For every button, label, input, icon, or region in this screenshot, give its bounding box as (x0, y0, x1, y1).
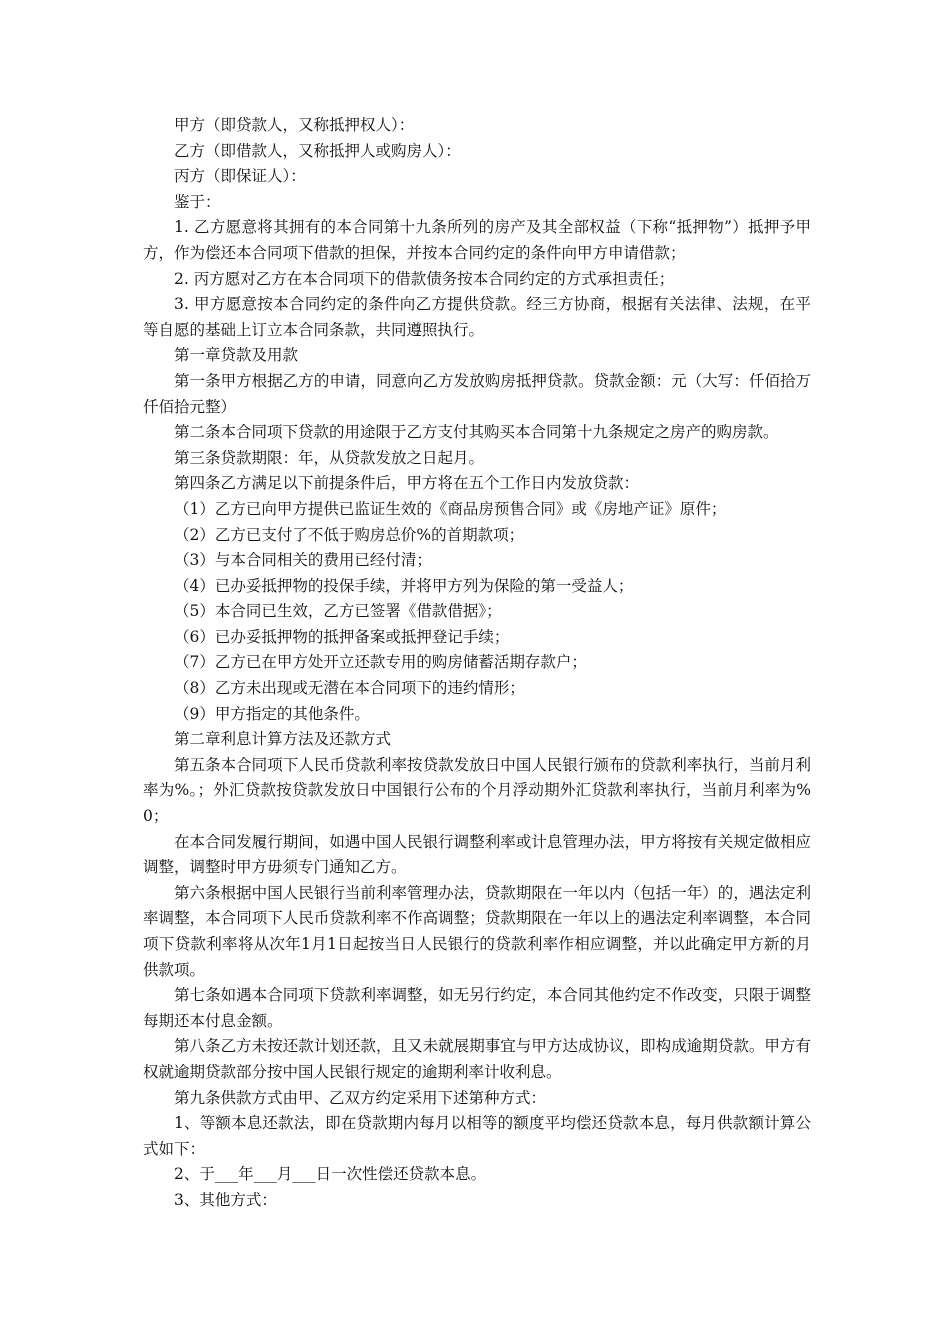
condition-4: （4）已办妥抵押物的投保手续，并将甲方列为保险的第一受益人； (174, 576, 634, 595)
article-5: 第五条本合同项下人民币贷款利率按贷款发放日中国人民银行颁布的贷款利率执行，当前月利率为%。；外汇贷款按贷款发放日中国银行公布的个月浮动期外汇贷款利率执行，当前月利率为%0； (143, 755, 811, 826)
whereas-item-2: 2. 丙方愿对乙方在本合同项下的借款债务按本合同约定的方式承担责任； (174, 269, 675, 288)
whereas-heading: 鉴于： (174, 192, 221, 211)
article-9: 第九条供款方式由甲、乙双方约定采用下述第种方式： (174, 1088, 547, 1107)
chapter-2-heading: 第二章利息计算方法及还款方式 (174, 730, 392, 749)
condition-8: （8）乙方未出现或无潜在本合同项下的违约情形； (174, 679, 525, 698)
payment-method-3: 3、其他方式： (174, 1190, 277, 1209)
article-1: 第一条甲方根据乙方的申请，同意向乙方发放购房抵押贷款。贷款金额：元（大写：仟佰拾万仟佰拾元整） (143, 371, 811, 416)
chapter-1-heading: 第一章贷款及用款 (174, 346, 299, 365)
contract-body (143, 113, 811, 1214)
payment-method-1: 1、等额本息还款法，即在贷款期内每月以相等的额度平均偿还贷款本息，每月供款额计算公式如下： (143, 1114, 811, 1158)
article-8: 第八条乙方未按还款计划还款，且又未就展期事宜与甲方达成协议，即构成逾期贷款。甲方有权就逾期贷款部分按中国人民银行规定的逾期利率计收利息。 (143, 1037, 811, 1081)
condition-3: （3）与本合同相关的费用已经付清； (174, 551, 432, 570)
condition-9: （9）甲方指定的其他条件。 (174, 704, 370, 723)
condition-1: （1）乙方已向甲方提供已监证生效的《商品房预售合同》或《房地产证》原件； (174, 499, 727, 518)
article-4: 第四条乙方满足以下前提条件后，甲方将在五个工作日内发放贷款： (174, 474, 640, 493)
payment-method-2: 2、于___年___月___日一次性偿还贷款本息。 (174, 1165, 487, 1184)
article-6: 第六条根据中国人民银行当前利率管理办法，贷款期限在一年以内（包括一年）的，遇法定利率调整，本合同项下人民币贷款利率不作高调整；贷款期限在一年以上的遇法定利率调整，本合同项下贷款利率将从次年1月1日起按当日人民银行的贷款利率作相应调整，并以此确定甲方新的月供款项。 (143, 883, 811, 979)
party-c-line: 丙方（即保证人）： (174, 167, 306, 186)
condition-2: （2）乙方已支付了不低于购房总价%的首期款项； (174, 525, 525, 544)
article-5-continued: 在本合同发履行期间，如遇中国人民银行调整利率或计息管理办法，甲方将按有关规定做相应调整，调整时甲方毋须专门通知乙方。 (143, 832, 811, 877)
whereas-item-3: 3. 甲方愿意按本合同约定的条件向乙方提供贷款。经三方协商，根据有关法律、法规，在平等自愿的基础上订立本合同条款，共同遵照执行。 (143, 295, 811, 339)
party-a-line: 甲方（即贷款人，又称抵押权人）： (174, 116, 415, 134)
party-b-line: 乙方（即借款人，又称抵押人或购房人）： (174, 141, 461, 160)
condition-6: （6）已办妥抵押物的抵押备案或抵押登记手续； (174, 627, 510, 646)
condition-7: （7）乙方已在甲方处开立还款专用的购房储蓄活期存款户； (174, 653, 587, 672)
article-2: 第二条本合同项下贷款的用途限于乙方支付其购买本合同第十九条规定之房产的购房款。 (174, 423, 779, 442)
whereas-item-1: 1. 乙方愿意将其拥有的本合同第十九条所列的房产及其全部权益（下称“抵押物”）抵押予甲方，作为偿还本合同项下借款的担保，并按本合同约定的条件向甲方申请借款； (143, 218, 811, 262)
condition-5: （5）本合同已生效，乙方已签署《借款借据》； (174, 602, 502, 621)
article-7: 第七条如遇本合同项下贷款利率调整，如无另行约定，本合同其他约定不作改变，只限于调整每期还本付息金额。 (143, 986, 811, 1030)
article-3: 第三条贷款期限：年，从贷款发放之日起月。 (174, 448, 485, 467)
